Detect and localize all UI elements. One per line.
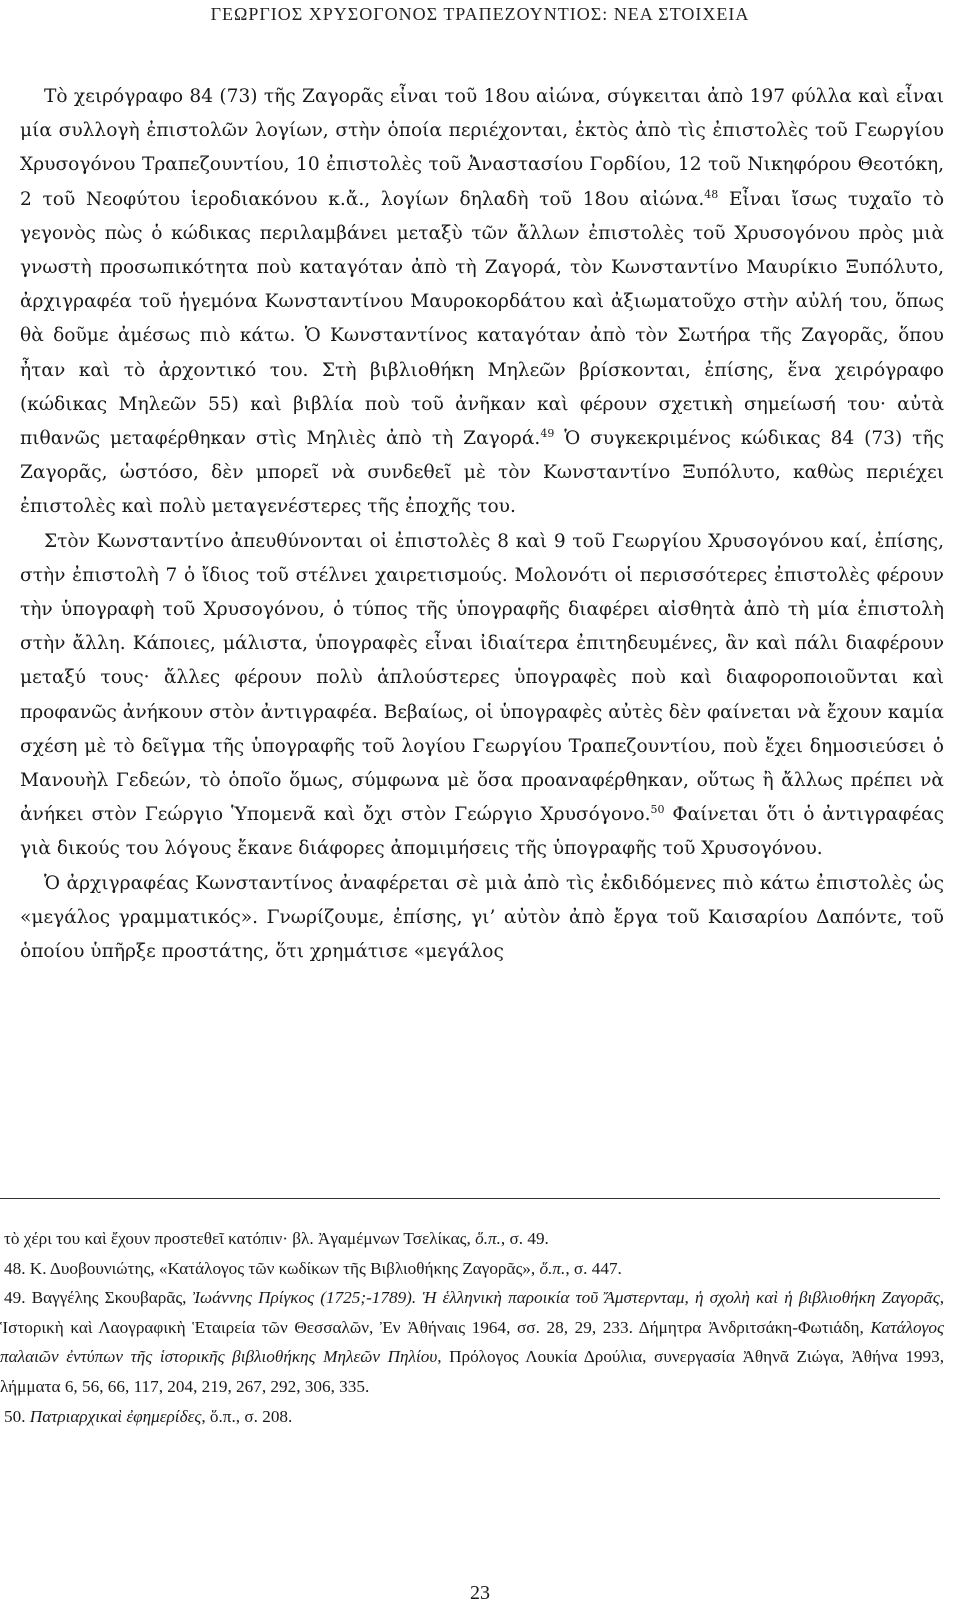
paragraph-1-text-b: Εἶναι ἴσως τυχαῖο τὸ γεγονὸς πὼς ὁ κώδικας περιλαμβάνει μεταξὺ τῶν ἄλλων ἐπιστολὲς τοῦ Χρυσογόνου πρὸς μιὰ γνωστὴ προσωπικότητα ποὺ καταγόταν ἀπὸ τὴ Ζαγορά, τὸν Κωνσταντίνο Μαυρίκιο Ξυπόλυτο, ἀρχιγραφέα τοῦ ἡγεμόνα Κωνσταντίνου Μαυροκορδάτου καὶ ἀξιωματοῦχο στὴν αὐλή του, ὅπως θὰ δοῦμε ἀμέσως πιὸ κάτω. Ὁ Κωνσταντίνος καταγόταν ἀπὸ τὸν Σωτήρα τῆς Ζαγορᾶς, ὅπου ἦταν καὶ τὸ ἀρχοντικό του. Στὴ βιβλιοθήκη Μηλεῶν βρίσκονται, ἐπίσης, ἕνα χειρόγραφο (κώδικας Μηλεῶν 55) καὶ βιβλία ποὺ τοῦ ἀνῆκαν καὶ φέρουν σχετικὴ σημείωσή του· αὐτὰ πιθανῶς μεταφέρθηκαν στὶς Μηλιὲς ἀπὸ τὴ Ζαγορά. — [20, 188, 945, 450]
footnote-48-italic: ὅ.π. — [539, 1258, 566, 1278]
footnote-49-text-c: , Πρόλογος Λουκία Δρούλια, συνεργασία Ἀθηνᾶ Ζιώγα, Ἀθήνα 1993, λήμματα 6, 56, 66, 117, 204, 219, 267, 292, 306, 335. — [0, 1347, 945, 1396]
footnote-50-number: 50. — [4, 1406, 30, 1426]
footnote-50-title: Πατριαρχικαὶ ἐφημερίδες — [29, 1406, 202, 1426]
page-number: 23 — [470, 1582, 490, 1604]
paragraph-2-text-b: Φαίνεται ὅτι ὁ ἀντιγραφέας γιὰ δικούς του λόγους ἔκανε διάφορες ἀπομιμήσεις τῆς ὑπογραφῆς τοῦ Χρυσογόνου. — [20, 804, 944, 860]
footnote-separator — [0, 1198, 940, 1199]
footnote-continuation-text: τὸ χέρι του καὶ ἔχουν προστεθεῖ κατόπιν· βλ. Ἀγαμέμνων Τσελίκας, — [4, 1229, 476, 1248]
footnote-49-text-a: 49. Βαγγέλης Σκουβαρᾶς, — [4, 1288, 193, 1308]
footnote-48 — [0, 1254, 944, 1284]
footnote-49-text-b: , Ἱστορικὴ καὶ Λαογραφικὴ Ἑταιρεία τῶν Θεσσαλῶν, Ἐν Ἀθήναις 1964, σσ. 28, 29, 233. Δήμητρα Ἀνδριτσάκη-Φωτιάδη, — [0, 1288, 944, 1337]
paragraph-2 — [20, 525, 944, 867]
footnote-ref-50: 50 — [650, 803, 665, 817]
paragraph-3-text: Ὁ ἀρχιγραφέας Κωνσταντίνος ἀναφέρεται σὲ μιὰ ἀπὸ τὶς ἐκδιδόμενες πιὸ κάτω ἐπιστολὲς ὡς «μεγάλος γραμματικός». Γνωρίζουμε, ἐπίσης, γι’ αὐτὸν ἀπὸ ἔργα τοῦ Καισαρίου Δαπόντε, τοῦ ὁποίου ὑπῆρξε προστάτης, ὅτι χρημάτισε «μεγάλος — [20, 872, 944, 963]
paragraph-1-text-c: Ὁ συγκεκριμένος κώδικας 84 (73) τῆς Ζαγορᾶς, ὡστόσο, δὲν μπορεῖ νὰ συνδεθεῖ μὲ τὸν Κωνσταντίνο Ξυπόλυτο, καθὼς περιέχει ἐπιστολὲς καὶ πολὺ μεταγενέστερες τῆς ἐποχῆς του. — [20, 428, 944, 518]
paragraph-3 — [20, 867, 944, 970]
footnote-50-text: , ὅ.π., σ. 208. — [201, 1406, 293, 1426]
footnote-ref-49: 49 — [540, 426, 555, 440]
footnote-continuation-italic: ὅ.π. — [475, 1229, 501, 1248]
main-text — [20, 80, 944, 969]
footnote-continuation-end: , σ. 49. — [500, 1229, 549, 1248]
running-head: ΓΕΩΡΓΙΟΣ ΧΡΥΣΟΓΟΝΟΣ ΤΡΑΠΕΖΟΥΝΤΙΟΣ: ΝΕΑ ΣΤΟΙΧΕΙΑ — [210, 4, 750, 24]
footnote-49-title-1: Ἰωάννης Πρίγκος (1725;-1789). Ἡ ἑλληνικὴ παροικία τοῦ Ἄμστερνταμ, ἡ σχολὴ καὶ ἡ βιβλιοθήκη Ζαγορᾶς — [192, 1288, 940, 1308]
footnote-continuation — [0, 1224, 944, 1254]
footnote-49 — [0, 1283, 944, 1401]
footnotes — [0, 1224, 944, 1431]
paragraph-2-text-a: Στὸν Κωνσταντίνο ἀπευθύνονται οἱ ἐπιστολὲς 8 καὶ 9 τοῦ Γεωργίου Χρυσογόνου καί, ἐπίσης, στὴν ἐπιστολὴ 7 ὁ ἴδιος τοῦ στέλνει χαιρετισμούς. Μολονότι οἱ περισσότερες ἐπιστολὲς φέρουν τὴν ὑπογραφὴ τοῦ Χρυσογόνου, ὁ τύπος τῆς ὑπογραφῆς διαφέρει αἰσθητὰ ἀπὸ τὴ μία ἐπιστολὴ στὴν ἄλλη. Κάποιες, μάλιστα, ὑπογραφὲς εἶναι ἰδιαίτερα ἐπιτηδευμένες, ἂν καὶ πάλι διαφέρουν μεταξύ τους· ἄλλες φέρουν πολὺ ἁπλούστερες ὑπογραφὲς ποὺ καὶ διαφοροποιοῦνται καὶ προφανῶς ἀνήκουν στὸν ἀντιγραφέα. Βεβαίως, οἱ ὑπογραφὲς αὐτὲς δὲν φαίνεται νὰ ἔχουν καμία σχέση μὲ τὸ δεῖγμα τῆς ὑπογραφῆς τοῦ λογίου Γεωργίου Τραπεζουντίου, ποὺ ἔχει δημοσιεύσει ὁ Μανουὴλ Γεδεών, τὸ ὁποῖο ὅμως, σύμφωνα μὲ ὅσα προαναφέρθηκαν, οὕτως ἢ ἄλλως πρέπει νὰ ἀνήκει στὸν Γεώργιο Ὑπομενᾶ καὶ ὄχι στὸν Γεώργιο Χρυσόγονο. — [20, 530, 944, 826]
footnote-50 — [0, 1402, 944, 1432]
footnote-49-title-2: Κατάλογος παλαιῶν ἐντύπων τῆς ἱστορικῆς βιβλιοθήκης Μηλεῶν Πηλίου — [0, 1317, 944, 1367]
footnote-48-text: 48. Κ. Δυοβουνιώτης, «Κατάλογος τῶν κωδίκων τῆς Βιβλιοθήκης Ζαγορᾶς», — [4, 1258, 540, 1278]
footnote-ref-48: 48 — [704, 187, 719, 201]
paragraph-1-text-a: Τὸ χειρόγραφο 84 (73) τῆς Ζαγορᾶς εἶναι τοῦ 18ου αἰώνα, σύγκειται ἀπὸ 197 φύλλα καὶ εἶναι μία συλλογὴ ἐπιστολῶν λογίων, στὴν ὁποία περιέχονται, ἐκτὸς ἀπὸ τὶς ἐπιστολὲς τοῦ Γεωργίου Χρυσογόνου Τραπεζουντίου, 10 ἐπιστολὲς τοῦ Ἀναστασίου Γορδίου, 12 τοῦ Νικηφόρου Θεοτόκη, 2 τοῦ Νεοφύτου ἱεροδιακόνου κ.ἄ., λογίων δηλαδὴ τοῦ 18ου αἰώνα. — [20, 86, 944, 210]
paragraph-1 — [20, 80, 944, 525]
footnote-48-end: , σ. 447. — [565, 1258, 622, 1278]
